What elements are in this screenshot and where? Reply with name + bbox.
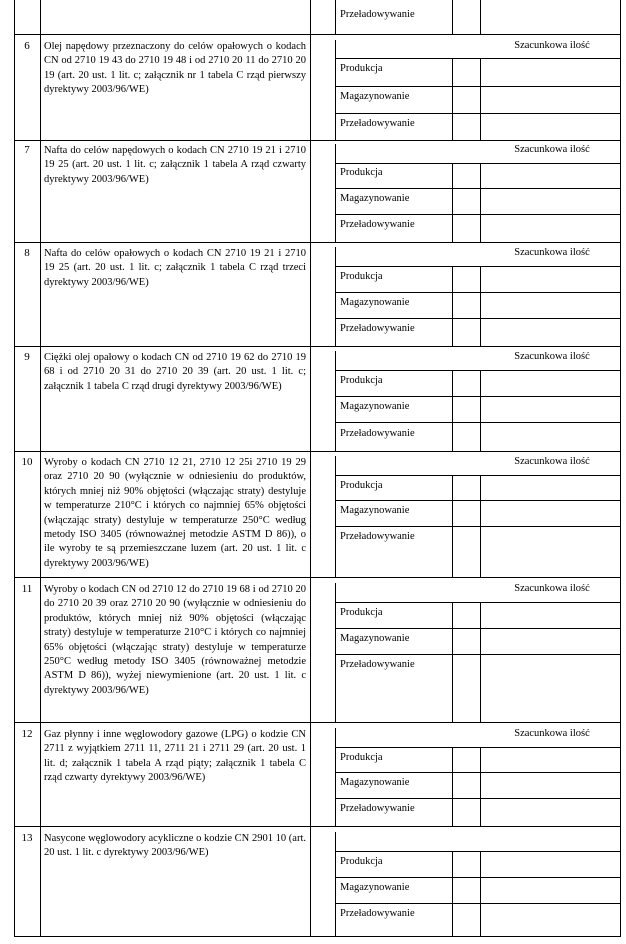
subgrid-line (480, 266, 481, 346)
row-number: 10 (21, 456, 33, 468)
subgrid-line (335, 654, 621, 655)
header-szacunkowa-ilosc: Szacunkowa ilość (514, 40, 590, 51)
subgrid-line (452, 747, 453, 826)
subgrid-line (335, 832, 336, 936)
subgrid-line (335, 214, 621, 215)
subgrid-line (480, 602, 481, 722)
row-divider (14, 140, 621, 141)
subgrid-line (335, 772, 621, 773)
subgrid-line (335, 292, 621, 293)
row-number: 6 (24, 40, 30, 52)
header-szacunkowa-ilosc: Szacunkowa ilość (514, 247, 590, 258)
subgrid-line (335, 851, 621, 852)
subgrid-line (335, 188, 621, 189)
label-magazynowanie: Magazynowanie (340, 193, 410, 204)
label-produkcja: Produkcja (340, 856, 383, 867)
row-description: Nafta do celów opałowych o kodach CN 2710 19 21 i 2710 19 25 (art. 20 ust. 1 lit. c; załącznik 1 tabela C rząd trzeci dyrektywy 2003/96/WE) (44, 248, 306, 288)
label-przeladowywanie: Przeładowywanie (340, 219, 415, 230)
label-magazynowanie: Magazynowanie (340, 505, 410, 516)
label-przeladowywanie: Przeładowywanie (340, 531, 415, 542)
label-produkcja: Produkcja (340, 167, 383, 178)
subgrid-line (452, 370, 453, 451)
label-przeladowywanie: Przeładowywanie (340, 659, 415, 670)
label-przeladowywanie: Przeładowywanie (340, 908, 415, 919)
header-szacunkowa-ilosc: Szacunkowa ilość (514, 144, 590, 155)
subgrid-line (335, 747, 621, 748)
row-divider (14, 722, 621, 723)
label-produkcja: Produkcja (340, 375, 383, 386)
subgrid-line (335, 318, 621, 319)
row-divider (14, 242, 621, 243)
table-border-bottom (14, 936, 621, 937)
label-produkcja: Produkcja (340, 63, 383, 74)
subgrid-line (335, 266, 621, 267)
subgrid-line (480, 475, 481, 577)
subgrid-line (335, 163, 621, 164)
label-magazynowanie: Magazynowanie (340, 633, 410, 644)
subgrid-line (335, 58, 621, 59)
subgrid-line (335, 422, 621, 423)
subgrid-line (480, 370, 481, 451)
subgrid-line (480, 851, 481, 936)
subgrid-line (335, 396, 621, 397)
row-divider (14, 346, 621, 347)
label-przeladowywanie: Przeładowywanie (340, 428, 415, 439)
label-przeladowywanie: Przeładowywanie (340, 803, 415, 814)
subgrid-line (335, 602, 621, 603)
row-description: Gaz płynny i inne węglowodory gazowe (LPG) o kodzie CN 2711 z wyjątkiem 2711 11, 2711 21 i 2711 29 (art. 20 ust. 1 lit. d; załącznik 1 tabela A rząd piąty; załącznik 1 tabela C rząd czwarty dyrektywy 2003/96/WE) (44, 729, 306, 784)
header-szacunkowa-ilosc: Szacunkowa ilość (514, 728, 590, 739)
subgrid-line (452, 163, 453, 242)
label-magazynowanie: Magazynowanie (340, 401, 410, 412)
label-magazynowanie: Magazynowanie (340, 882, 410, 893)
row-description: Ciężki olej opałowy o kodach CN od 2710 19 62 do 2710 19 68 i od 2710 20 31 do 2710 20 39 (art. 20 ust. 1 lit. c; załącznik 1 tabela C rząd drugi dyrektywy 2003/96/WE) (44, 352, 306, 392)
row-number: 9 (24, 351, 30, 363)
row-number: 7 (24, 144, 30, 156)
subgrid-line (335, 728, 336, 826)
row-divider (14, 826, 621, 827)
row-description: Wyroby o kodach CN 2710 12 21, 2710 12 25i 2710 19 29 oraz 2710 20 90 (wyłącznie w odniesieniu do produktów, których mniej niż 90% objętości (włączając straty) destyluje w temperaturze 210°C i których co najmniej 65% objętości (włączając straty) destyluje w temperaturze 250°C według metody ISO 3405 (równoważnej metodzie ASTM D 86)), o ile wyroby te są przemieszczane luzem (art. 20 ust. 1 lit. c dyrektywy 2003/96/WE) (44, 457, 306, 569)
row-description: Wyroby o kodach CN od 2710 12 do 2710 19 68 i od 2710 20 do 2710 20 39 oraz 2710 20 90 (wyłącznie w odniesieniu do produktów, których mniej niż 90% objętości (włączając straty) destyluje w temperaturze 210°C i których co najmniej 65% objętości (włączając straty) destyluje w temperaturze 250°C według metody ISO 3405 (równoważnej metodzie ASTM D 86)), wyżej niewymienione (art. 20 ust. 1 lit. c dyrektywy 2003/96/WE) (44, 584, 306, 696)
label-produkcja: Produkcja (340, 271, 383, 282)
subgrid-line (335, 370, 621, 371)
row-divider (14, 451, 621, 452)
row-number: 11 (21, 583, 33, 595)
subgrid-line (480, 58, 481, 140)
subgrid-line (335, 456, 336, 577)
row-description: Olej napędowy przeznaczony do celów opałowych o kodach CN od 2710 19 43 do 2710 19 48 i od 2710 20 11 do 2710 20 19 (art. 20 ust. 1 lit. c; załącznik nr 1 tabela C rząd pierwszy dyrektywy 2003/96/WE) (44, 41, 306, 96)
row-number: 8 (24, 247, 30, 259)
label-przeladowywanie: Przeładowywanie (340, 323, 415, 334)
header-szacunkowa-ilosc: Szacunkowa ilość (514, 583, 590, 594)
subgrid-line (452, 475, 453, 577)
header-szacunkowa-ilosc: Szacunkowa ilość (514, 456, 590, 467)
subgrid-line (335, 583, 336, 722)
subgrid-line (335, 351, 336, 451)
subgrid-line (335, 798, 621, 799)
subgrid-line (335, 877, 621, 878)
row-divider (14, 34, 621, 35)
header-szacunkowa-ilosc: Szacunkowa ilość (514, 351, 590, 362)
subgrid-line (452, 602, 453, 722)
row-description: Nafta do celów napędowych o kodach CN 2710 19 21 i 2710 19 25 (art. 20 ust. 1 lit. c; załącznik 1 tabela A rząd czwarty dyrektywy 2003/96/WE) (44, 145, 306, 185)
subgrid-line (335, 0, 336, 34)
subgrid-line (452, 851, 453, 936)
label-produkcja: Produkcja (340, 752, 383, 763)
label-magazynowanie: Magazynowanie (340, 777, 410, 788)
label-magazynowanie: Magazynowanie (340, 91, 410, 102)
row-number: 13 (21, 832, 33, 844)
subgrid-line (335, 144, 336, 242)
row-divider (14, 577, 621, 578)
row-description: Nasycone węglowodory acykliczne o kodzie CN 2901 10 (art. 20 ust. 1 lit. c dyrektywy 2003/96/WE) (44, 833, 306, 859)
subgrid-line (335, 247, 336, 346)
subgrid-line (480, 0, 481, 34)
subgrid-line (335, 500, 621, 501)
subgrid-line (480, 163, 481, 242)
subgrid-line (335, 526, 621, 527)
subgrid-line (335, 86, 621, 87)
subgrid-line (335, 903, 621, 904)
row-number: 12 (21, 728, 33, 740)
subgrid-line (335, 40, 336, 140)
label-produkcja: Produkcja (340, 607, 383, 618)
subgrid-line (335, 475, 621, 476)
subgrid-line (452, 266, 453, 346)
subgrid-line (480, 747, 481, 826)
subgrid-line (452, 58, 453, 140)
label-top-przeladowywanie: Przeładowywanie (340, 9, 415, 20)
label-przeladowywanie: Przeładowywanie (340, 118, 415, 129)
subgrid-line (335, 628, 621, 629)
subgrid-line (335, 113, 621, 114)
subgrid-line (452, 0, 453, 34)
label-produkcja: Produkcja (340, 480, 383, 491)
label-magazynowanie: Magazynowanie (340, 297, 410, 308)
